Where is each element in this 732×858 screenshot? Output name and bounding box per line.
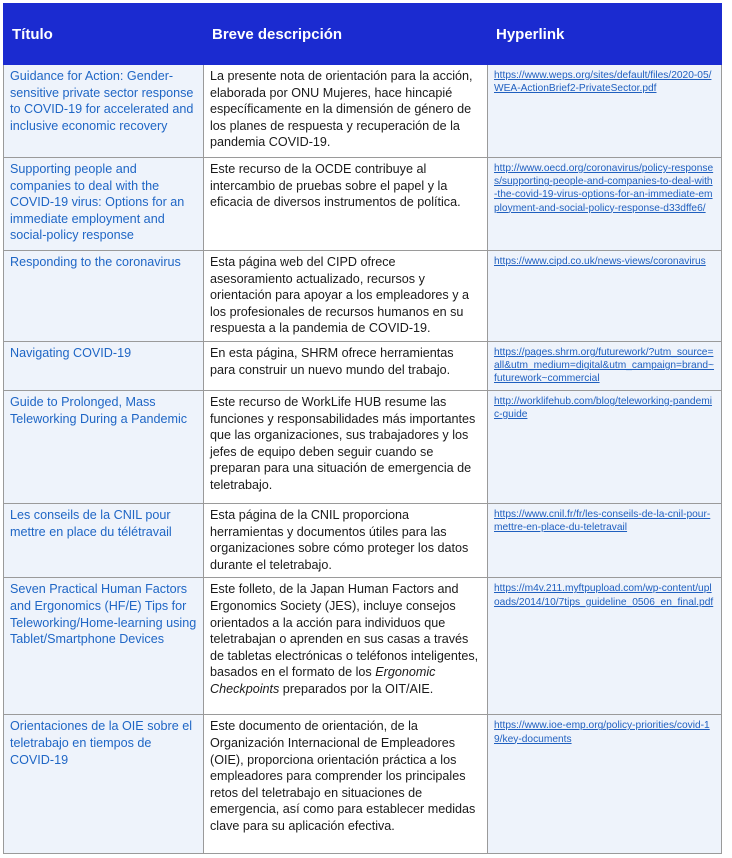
row-title: Guidance for Action: Gender-sensitive private sector response to COVID-19 for accelerated and inclusive economic recovery xyxy=(4,65,204,158)
row-hyperlink[interactable]: https://www.weps.org/sites/default/files/2020-05/WEA-ActionBrief2-PrivateSector.pdf xyxy=(494,70,712,95)
table-row xyxy=(4,158,722,251)
row-hyperlink[interactable]: https://pages.shrm.org/futurework/?utm_source=all&utm_medium=digital&utm_campaign=brand~futurework~commercial xyxy=(494,346,715,385)
resources-table xyxy=(3,3,722,854)
description-text-end: preparados por la OIT/AIE. xyxy=(279,681,434,696)
table-row xyxy=(4,251,722,342)
row-description xyxy=(204,578,488,715)
row-title: Orientaciones de la OIE sobre el teletrabajo en tiempos de COVID-19 xyxy=(4,715,204,854)
table-header-row xyxy=(4,4,722,65)
table-row xyxy=(4,715,722,854)
row-hyperlink[interactable]: https://www.ioe-emp.org/policy-priorities/covid-19/key-documents xyxy=(494,720,710,745)
row-title: Supporting people and companies to deal with the COVID-19 virus: Options for an immediate employment and social-policy response xyxy=(4,158,204,251)
row-description: Esta página web del CIPD ofrece asesoramiento actualizado, recursos y orientación para apoyar a los empleadores y a los profesionales de recursos humanos en su respuesta a la pandemia de COVID-19. xyxy=(204,251,488,342)
row-description: La presente nota de orientación para la acción, elaborada por ONU Mujeres, hace hincapié específicamente en la dimensión de género de los planes de respuesta y recuperación de la pandemia COVID-19. xyxy=(204,65,488,158)
header-description: Breve descripción xyxy=(204,4,488,65)
description-text: Este folleto, de la Japan Human Factors and Ergonomics Society (JES), incluye consejos orientados a la acción para individuos que teletrabajan o aprenden en sus casas a través de tabletas electrónicas o teléfonos inteligentes, basados en el formato de los xyxy=(210,582,479,680)
table-row xyxy=(4,390,722,503)
table-row xyxy=(4,503,722,577)
row-title: Navigating COVID-19 xyxy=(4,341,204,390)
row-hyperlink[interactable]: http://worklifehub.com/blog/teleworking-pandemic-guide xyxy=(494,395,713,421)
description-emphasis: Ergonomic Checkpoints xyxy=(210,665,436,696)
row-hyperlink[interactable]: http://www.oecd.org/coronavirus/policy-responses/supporting-people-and-companies-to-deal-with-the-covid-19-virus-options-for-an-immediate-employment-and-social-policy-response-d33dffe6/ xyxy=(494,163,714,214)
header-title: Título xyxy=(4,4,204,65)
row-description: Este documento de orientación, de la Organización Internacional de Empleadores (OIE), proporciona orientación práctica a los empleadores para comprender los principales retos del teletrabajo en situaciones de emergencia, así como para establecer medidas clave para su aplicación efectiva. xyxy=(204,715,488,854)
row-description: Esta página de la CNIL proporciona herramientas y documentos útiles para las organizaciones sobre cómo proteger los datos durante el teletrabajo. xyxy=(204,503,488,577)
row-title: Seven Practical Human Factors and Ergonomics (HF/E) Tips for Teleworking/Home-learning using Tablet/Smartphone Devices xyxy=(4,578,204,715)
row-title: Guide to Prolonged, Mass Teleworking During a Pandemic xyxy=(4,390,204,503)
row-description: En esta página, SHRM ofrece herramientas para construir un nuevo mundo del trabajo. xyxy=(204,341,488,390)
row-title: Responding to the coronavirus xyxy=(4,251,204,342)
row-hyperlink[interactable]: https://www.cnil.fr/fr/les-conseils-de-la-cnil-pour-mettre-en-place-du-teletravail xyxy=(494,508,711,534)
table-row xyxy=(4,65,722,158)
row-hyperlink[interactable]: https://www.cipd.co.uk/news-views/coronavirus xyxy=(494,256,706,267)
header-hyperlink: Hyperlink xyxy=(488,4,722,65)
row-description: Este recurso de WorkLife HUB resume las funciones y responsabilidades más importantes que las organizaciones, sus trabajadores y los jefes de equipo deben seguir cuando se preparan para una situación de emergencia de teletrabajo. xyxy=(204,390,488,503)
table-row xyxy=(4,578,722,715)
table-row xyxy=(4,341,722,390)
row-hyperlink[interactable]: https://m4v.211.myftpupload.com/wp-content/uploads/2014/10/7tips_guideline_0506_en_final.pdf xyxy=(494,583,714,608)
row-description: Este recurso de la OCDE contribuye al intercambio de pruebas sobre el papel y la eficacia de diversos instrumentos de política. xyxy=(204,158,488,251)
row-title: Les conseils de la CNIL pour mettre en place du télétravail xyxy=(4,503,204,577)
